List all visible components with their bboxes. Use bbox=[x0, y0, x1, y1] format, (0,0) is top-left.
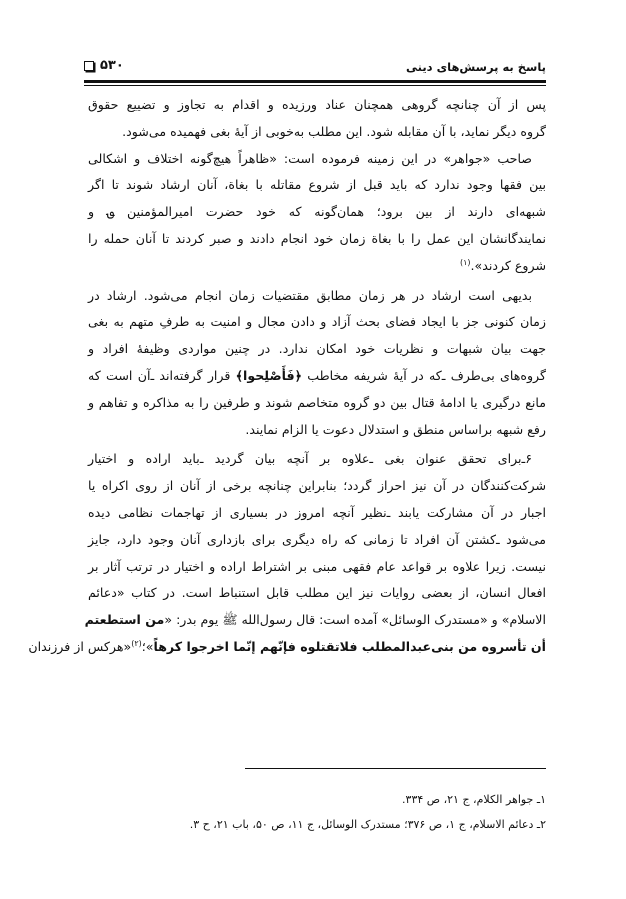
footnote-1: ۱ـ جواهر الکلام، ج ۲۱، ص ۳۳۴. bbox=[402, 793, 546, 806]
body-text bbox=[28, 92, 546, 661]
footnote-ref-1[interactable]: (۱) bbox=[459, 257, 471, 267]
footnote-rule bbox=[245, 768, 546, 769]
text-line: شروع کردند».$^{(۱)}$ bbox=[459, 257, 546, 273]
page-number: ۵۳۰ bbox=[100, 58, 124, 73]
text-line: اجبار در آن مشارکت یابند ـ‌نظیر آنچه امروز در بسیاری از تهاجمات نظامی دیده bbox=[88, 504, 546, 520]
paragraph-2 bbox=[88, 146, 546, 280]
paragraph-4 bbox=[28, 446, 546, 660]
text-line: نمایندگانشان این عمل را با بغاة زمان خود انجام دادند و صبر کردند تا آنان حمله را bbox=[88, 230, 546, 246]
page-header bbox=[84, 58, 546, 78]
text-line: رفع شبهه براساس منطق و استدلال دعوت یا الزام نمایند. bbox=[245, 421, 546, 437]
hadith-quote: أن تأسروه من بنی‌عبدالمطلب فلاتقتلوه فإنّهم إنّما اخرجوا کرهاً bbox=[153, 638, 546, 654]
text-line: صاحب «جواهر» در این زمینه فرموده است: «ظاهراً هیچ‌گونه اختلاف و اشکالی bbox=[88, 150, 532, 166]
text-line: می‌شود ـ‌کشتن آن افراد تا زمانی که راه دیگری برای بازداری آنان وجود دارد، جایز bbox=[88, 531, 546, 547]
text-line: بدیهی است ارشاد در هر زمان مطابق مقتضیات زمان انجام می‌شود. ارشاد در bbox=[88, 287, 532, 303]
text-line: جهت بیان شبهات و نظریات خود امکان ندارد. در چنین مواردی وظیفهٔ افراد و bbox=[88, 341, 546, 357]
footnotes bbox=[88, 787, 546, 837]
text-line: أن تأسروه من بنی‌عبدالمطلب فلاتقتلوه فإنّهم إنّما اخرجوا کرهاً»؛$^{(۲)}$«هرکس از فرزندان bbox=[28, 638, 546, 654]
paragraph-3 bbox=[88, 283, 546, 444]
text-line: نیست. زیرا علاوه بر قواعد عام فقهی مبنی بر اشتراط اراده و اختیار در ترتب آثار بر bbox=[88, 558, 546, 574]
text-line: شبهه‌ای دارند از بین برود؛ همان‌گونه که خود حضرت امیرالمؤمنین ؈ و bbox=[88, 204, 546, 220]
text-line: ۶ـ‌برای تحقق عنوان بغی ـ‌علاوه بر آنچه بیان گردید ـ‌باید اراده و اختیار bbox=[88, 451, 532, 467]
running-title: پاسخ به پرسش‌های دینی bbox=[406, 60, 546, 74]
page-number-block bbox=[84, 58, 124, 73]
text-line: پس از آن چنانچه گروهی همچنان عناد ورزیده و اقدام به تجاوز و تضییع حقوق bbox=[88, 97, 546, 112]
footnote-2: ۲ـ دعائم الاسلام، ج ۱، ص ۳۷۶؛ مستدرک الوسائل، ج ۱۱، ص ۵۰، باب ۲۱، ح ۳. bbox=[189, 818, 546, 831]
quran-quote: ﴿فَأَصْلِحوا﴾ bbox=[235, 367, 302, 383]
hadith-quote: من استطعتم bbox=[84, 612, 165, 628]
paragraph-1 bbox=[88, 92, 546, 146]
text-line: الاسلام» و «مستدرک الوسائل» آمده است: قال رسول‌الله ﷺ یوم بدر: «من استطعتم bbox=[84, 612, 546, 628]
text-line: افعال انسان، از بعضی روایات نیز این مطلب قابل استنباط است. در کتاب «دعائم bbox=[88, 585, 546, 601]
text-line: گروه دیگر نماید، با آن مقابله شود. این مطلب به‌خوبی از آیهٔ بغی فهمیده می‌شود. bbox=[122, 123, 546, 139]
footnote-ref-2[interactable]: (۲) bbox=[131, 638, 142, 648]
text-line: بین فقها وجود ندارد که باید قبل از شروع مقاتله با بغاة، آنان ارشاد شوند تا اگر bbox=[88, 177, 546, 193]
header-rule-thin bbox=[84, 85, 546, 86]
text-line: زمان کنونی جز با ایجاد فضای بحث آزاد و دادن مجال و امنیت به طرفِ متهم به بغی bbox=[88, 314, 546, 330]
text-line: شرکت‌کنندگان در آن نیز احراز گردد؛ بنابراین چنانچه برخی از آنان از روی اکراه یا bbox=[88, 478, 546, 494]
text-line: گروه‌های بی‌طرف ـ‌که در آیهٔ شریفه مخاطب ﴿فَأَصْلِحوا﴾ قرار گرفته‌اند ـ‌آن است که bbox=[88, 367, 546, 383]
square-bullet-icon bbox=[84, 61, 94, 71]
header-rule-thick bbox=[84, 80, 546, 83]
text-line: مانع درگیری یا ادامهٔ قتال بین دو گروه متخاصم شوند و طرفین را به مذاکره و تفاهم و bbox=[88, 394, 546, 410]
